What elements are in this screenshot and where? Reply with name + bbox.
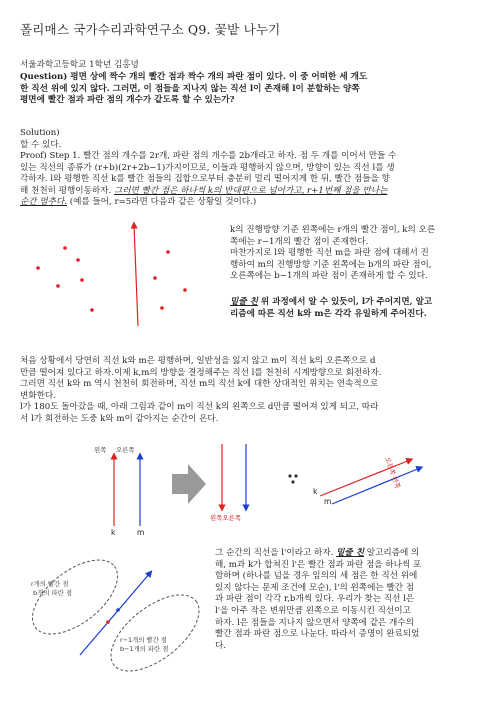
right-conclusion — [230, 297, 490, 320]
question-line: Question) 평면 상에 짝수 개의 빨간 점과 짝수 개의 파란 점이 있다. 이 중 어떠한 세 개도 — [20, 72, 368, 82]
final-line: 과 파란 점이 각각 r,b개씩 있다. 우리가 찾는 직선 l은 — [215, 594, 415, 605]
proof-line — [20, 197, 485, 209]
rotation-argument — [20, 356, 485, 426]
after-bottom-label: 왼쪽오른쪽 — [210, 514, 241, 522]
right-line: 마찬가지로 l와 평행한 직선 m을 파란 점에 대해서 진 — [230, 248, 429, 259]
red-point — [106, 620, 110, 624]
diag-m: m — [324, 497, 332, 506]
author-line: 서울과학고등학교 1학년 김홍녕 — [20, 60, 139, 70]
right-explanation — [230, 225, 490, 283]
diag-k: k — [313, 487, 318, 496]
proof-text: 해 천천히 평행이동하자. — [20, 185, 112, 196]
final-line: 있지 않다는 문제 조건에 모순), l'의 왼쪽에는 빨간 점 — [215, 582, 415, 593]
final-line: 빨간 점과 파란 점으로 나눈다. 따라서 증명이 완료되었 — [215, 629, 420, 640]
red-point — [160, 306, 164, 310]
right-line: 쪽에는 r−1개의 빨간 점이 존재한다. — [230, 236, 369, 247]
proof-example: (예를 들어, r=5라면 다음과 같은 상황일 것이다.) — [69, 197, 257, 208]
right-text: 위 과정에서 알 수 있듯이, l가 주어지면, 알고 — [260, 297, 433, 307]
red-points — [36, 246, 187, 312]
proof-underline: 그러면 빨간 점은 하나씩 k의 반대편으로 넘어가고, r+1번째 점을 만나는 — [113, 185, 388, 196]
right-line — [230, 297, 490, 309]
split-svg — [25, 555, 210, 673]
final-line: 다. — [215, 640, 227, 651]
bottom-region — [98, 580, 212, 685]
middle-line: 만큼 떨어져 있다고 하자.이제 k,m의 방향을 결정해주는 직선 l를 천천히 시계방향으로 회전하자. — [20, 367, 382, 378]
proof-line: 있는 직선의 종류가 (r+b)(2r+2b−1)가지이므로, 이들과 평행하지 않으며, 방향이 있는 직선 l를 생 — [20, 162, 395, 173]
right-line: 행하여 m의 진행방향 기준 왼쪽에는 b개의 파란 점이, — [230, 259, 432, 270]
middle-line: l가 180도 돌아갔을 때, 아래 그림과 같이 m이 직선 k의 왼쪽으로 d만큼 떨어져 있게 되고, 따라 — [20, 402, 379, 413]
figure-split — [25, 555, 210, 673]
label-k: k — [111, 528, 116, 537]
top-red-count: r개의 빨간 점 — [31, 580, 69, 588]
final-text: 그 순간의 직선을 l'이라고 하자. — [215, 548, 334, 558]
middle-line: 변화한다. — [20, 390, 56, 401]
bottom-blue-count: b−1개의 파란 점 — [120, 645, 169, 653]
figure-red-points — [30, 220, 210, 330]
solution-answer: 할 수 있다. — [20, 140, 62, 150]
final-argument — [215, 548, 490, 652]
red-point — [36, 266, 40, 270]
question-line: 한 직선 위에 있지 않다. 그러면, 이 점들을 지나지 않는 직선 l이 존재해 l이 분할하는 양쪽 — [20, 83, 360, 94]
proof-line: Proof) Step 1. 빨간 점의 개수를 2r개, 파란 점의 개수를 2b개라고 하자. 점 두 개를 이어서 만들 수 — [20, 151, 397, 161]
top-region — [20, 546, 131, 649]
proof-line — [20, 186, 485, 198]
red-point — [183, 288, 187, 292]
red-point — [153, 276, 157, 280]
final-line — [215, 548, 490, 560]
right-line: 리즘에 따른 직선 k와 m은 각각 유일하게 주어진다. — [230, 308, 427, 319]
label-m: m — [137, 528, 145, 537]
right-line: k의 진행방향 기준 왼쪽에는 r개의 빨간 점이, k의 오른 — [230, 225, 436, 235]
line-k — [134, 225, 138, 326]
middle-line: 서 l가 회전하는 도중 k와 m이 같아지는 순간이 온다. — [20, 413, 219, 424]
final-line: 해, m과 k가 합쳐진 l'은 빨간 점과 파란 점을 하나씩 포 — [215, 559, 422, 570]
middle-line: 처음 상황에서 당연히 직선 k와 m은 평행하며, 일반성을 잃지 않고 m이 직선 k의 오른쪽으로 d — [20, 356, 376, 366]
note-word: 밑줄 친 — [336, 548, 365, 558]
red-points-svg — [30, 220, 210, 330]
middle-line: 그러면 직선 k와 m 역시 천천히 회전하며, 직선 m의 직선 k에 대한 상대적인 위치는 연속적으로 — [20, 379, 379, 390]
red-point — [76, 258, 80, 262]
transition-arrow-icon — [172, 464, 206, 504]
proof-underline: 순간 멈추다. — [20, 197, 67, 208]
bottom-red-count: r−1개의 빨간 점 — [120, 636, 167, 644]
right-line: 오른쪽에는 b−1개의 파란 점이 존재하게 할 수 있다. — [230, 271, 428, 282]
red-point — [166, 250, 170, 254]
final-line: 하자. l은 점들을 지나지 않으면서 양쪽에 같은 개수의 — [215, 617, 414, 628]
rotation-svg — [80, 438, 480, 538]
top-blue-count: b개의 파란 점 — [33, 589, 72, 597]
solution-label: Solution) — [20, 128, 60, 138]
final-line: l'을 아주 작은 변위만큼 왼쪽으로 이동시킨 직선이고 — [215, 605, 411, 616]
question-line: 평면에 빨간 점과 파란 점의 개수가 같도록 할 수 있는가? — [20, 95, 235, 106]
question — [20, 72, 480, 107]
blue-point — [116, 608, 120, 612]
figure-rotation — [80, 438, 480, 538]
red-point — [56, 284, 60, 288]
final-text: 알고리즘에 의 — [366, 548, 420, 558]
dots-icon — [288, 474, 297, 483]
proof-line: 각하자. l와 평행한 직선 k를 빨간 점들의 집합으로부터 충분히 멀리 떨어지게 한 뒤, 빨간 점들을 향 — [20, 174, 390, 185]
diag-label: 오른쪽 왼쪽 — [383, 455, 402, 490]
right-label: 오른쪽 — [116, 446, 135, 454]
red-point — [90, 308, 94, 312]
note-word: 밑줄 친 — [230, 297, 258, 307]
red-point — [80, 278, 84, 282]
page-title: 폴리매스 국가수리과학연구소 Q9. 꽃밭 나누기 — [20, 22, 281, 37]
left-label: 왼쪽 — [94, 446, 107, 454]
red-point — [63, 246, 67, 250]
proof-step1 — [20, 151, 485, 209]
final-line: 함하며 (하나를 넘을 경우 임의의 세 점은 한 직선 위에 — [215, 571, 418, 582]
